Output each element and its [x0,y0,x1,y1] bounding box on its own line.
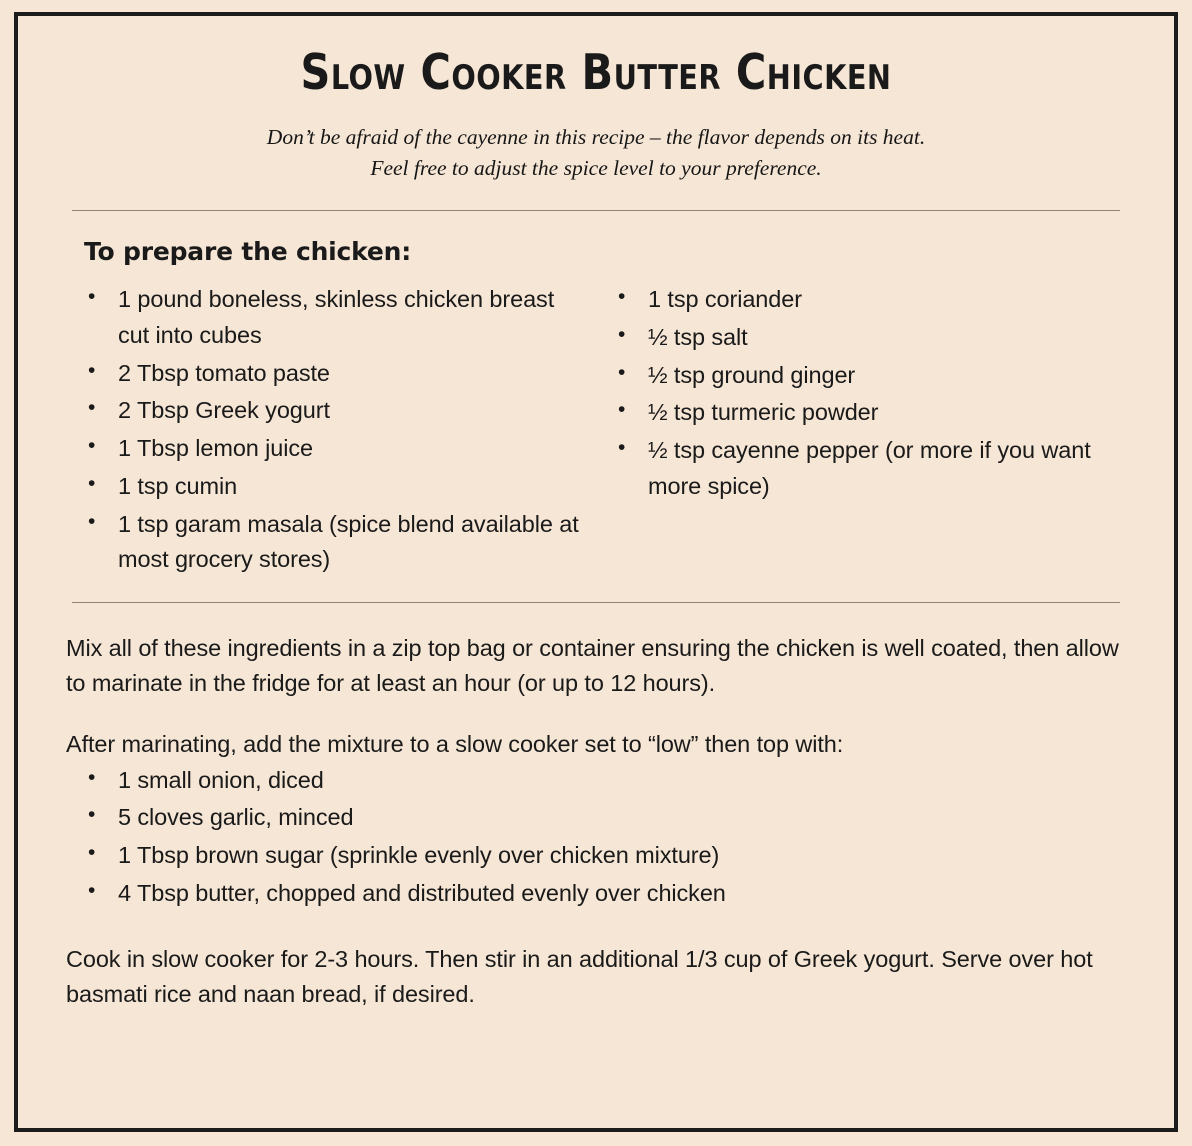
ingredients-columns [66,282,1126,580]
divider-bottom [72,602,1120,603]
instructions-paragraph-1: Mix all of these ingredients in a zip top bag or container ensuring the chicken is well coated, then allow to marinate in the fridge for at least an hour (or up to 12 hours). [66,634,1119,697]
recipe-note-line-2: Feel free to adjust the spice level to your preference. [370,156,822,181]
list-item: • ½ tsp cayenne pepper (or more if you want more spice) [596,433,1126,504]
ingredients-list-left [66,282,586,578]
list-item: • 1 tsp cumin [66,469,586,505]
recipe-content [8,8,1184,1012]
list-item: • ½ tsp salt [596,320,1126,356]
section-heading-prepare-chicken: To prepare the chicken: [84,237,412,267]
recipe-note [156,122,1036,184]
list-item: • 5 cloves garlic, minced [66,800,1126,836]
list-item: • 1 pound boneless, skinless chicken breast cut into cubes [66,282,586,353]
list-item: • 1 Tbsp brown sugar (sprinkle evenly over chicken mixture) [66,838,1126,874]
instructions-paragraph-3: Cook in slow cooker for 2-3 hours. Then stir in an additional 1/3 cup of Greek yogurt. Serve over hot basmati rice and naan bread, if desired. [66,945,1093,1007]
list-item: • 1 small onion, diced [66,763,1126,799]
list-item: • 4 Tbsp butter, chopped and distributed evenly over chicken [66,876,1126,912]
list-item: • ½ tsp ground ginger [596,358,1126,394]
ingredients-column-left [66,282,586,580]
recipe-note-line-1: Don’t be afraid of the cayenne in this recipe – the flavor depends on its heat. [266,124,926,149]
ingredients-list-right [596,282,1126,504]
list-item: • 1 tsp garam masala (spice blend available at most grocery stores) [66,507,586,578]
page-title: Slow Cooker Butter Chicken [300,44,892,101]
list-item: • 1 tsp coriander [596,282,1126,318]
list-item: • 2 Tbsp tomato paste [66,356,586,392]
instructions-paragraph-2: After marinating, add the mixture to a slow cooker set to “low” then top with: [66,731,844,758]
list-item: • ½ tsp turmeric powder [596,395,1126,431]
toppings-list [66,763,1126,912]
list-item: • 1 Tbsp lemon juice [66,431,586,467]
divider-top [72,210,1120,211]
ingredients-column-right [596,282,1126,580]
list-item: • 2 Tbsp Greek yogurt [66,393,586,429]
